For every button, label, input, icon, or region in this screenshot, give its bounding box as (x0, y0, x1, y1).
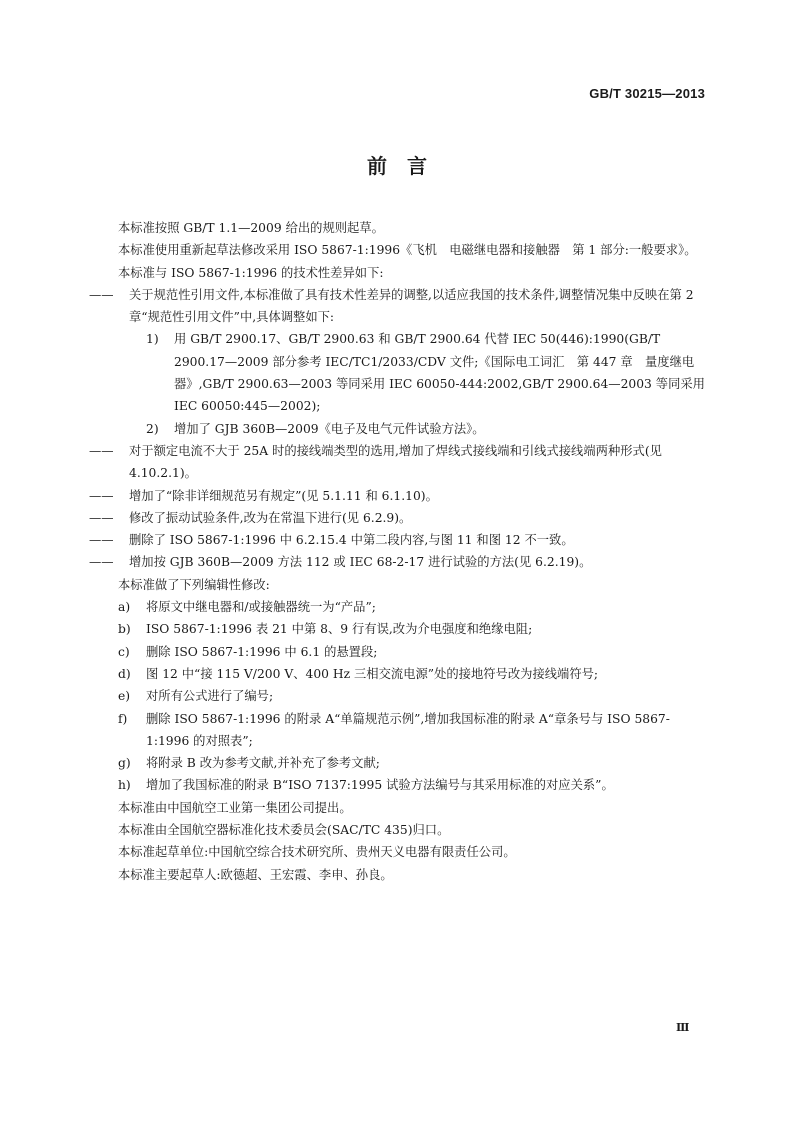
dash-mark: —— (89, 533, 114, 548)
list-item-text: 对所有公式进行了编号; (146, 689, 274, 704)
sub-item-text: 增加了 GJB 360B—2009《电子及电气元件试验方法》。 (174, 421, 485, 436)
dash-item-text: 增加按 GJB 360B—2009 方法 112 或 IEC 68-2-17 进行试验的方法(见 6.2.19)。 (129, 555, 592, 570)
dash-mark: —— (89, 443, 114, 458)
page-number: Ⅲ (676, 1021, 689, 1034)
list-item-label: f) (118, 711, 128, 726)
dash-item (89, 507, 705, 529)
paragraph: 本标准主要起草人:欧德超、王宏霞、李申、孙良。 (118, 867, 393, 882)
paragraph: 本标准按照 GB/T 1.1—2009 给出的规则起草。 (118, 221, 384, 235)
list-item (89, 752, 705, 774)
sub-item-text: 用 GB/T 2900.17、GB/T 2900.63 和 GB/T 2900.64 代替 IEC 50(446):1990(GB/T 2900.17—2009 部分参考 IEC/TC1/2033/CDV 文件;《国际电工词汇 第 447 章 量度继电器》,GB/T 2900.63—2003 等同采用 IEC 60050-444:2002,GB/T 2900.64—2003 等同采用 IEC 60050:445—2002); (174, 332, 705, 414)
dash-mark: —— (89, 555, 114, 570)
dash-item (89, 440, 705, 485)
list-item-label: c) (118, 644, 130, 659)
list-item (89, 774, 705, 796)
paragraph: 本标准使用重新起草法修改采用 ISO 5867-1:1996《飞机 电磁继电器和接触器 第 1 部分:一般要求》。 (118, 243, 697, 258)
dash-item (89, 551, 705, 573)
list-item-text: ISO 5867-1:1996 表 21 中第 8、9 行有误,改为介电强度和绝缘电阻; (146, 622, 533, 637)
list-item-label: d) (118, 666, 131, 681)
list-item-label: e) (118, 689, 131, 704)
dash-mark: —— (89, 510, 114, 525)
dash-item-text: 修改了振动试验条件,改为在常温下进行(见 6.2.9)。 (129, 510, 412, 525)
list-item-text: 将原文中继电器和/或接触器统一为“产品”; (146, 600, 376, 615)
list-item (89, 685, 705, 707)
page-title: 前 言 (367, 154, 427, 178)
list-item-text: 删除 ISO 5867-1:1996 中 6.1 的悬置段; (146, 644, 378, 659)
list-item-label: a) (118, 600, 131, 615)
dash-item (89, 284, 705, 329)
list-item (89, 618, 705, 640)
list-item-label: g) (118, 756, 131, 771)
list-item-text: 图 12 中“接 115 V/200 V、400 Hz 三相交流电源”处的接地符号改为接线端符号; (146, 666, 599, 681)
dash-mark: —— (89, 287, 114, 302)
paragraph: 本标准起草单位:中国航空综合技术研究所、贵州天义电器有限责任公司。 (118, 845, 516, 860)
list-item-label: h) (118, 778, 131, 793)
paragraph: 本标准做了下列编辑性修改: (118, 577, 270, 592)
dash-item-text: 关于规范性引用文件,本标准做了具有技术性差异的调整,以适应我国的技术条件,调整情况集中反映在第 2 章“规范性引用文件”中,具体调整如下: (129, 287, 694, 325)
sub-item (89, 418, 705, 440)
list-item (89, 708, 705, 753)
sub-item-number: 1) (146, 332, 159, 347)
paragraph: 本标准由全国航空器标准化技术委员会(SAC/TC 435)归口。 (118, 823, 450, 838)
sub-item (89, 328, 705, 417)
sub-item-number: 2) (146, 421, 159, 436)
foreword-body (89, 217, 705, 886)
dash-item-text: 删除了 ISO 5867-1:1996 中 6.2.15.4 中第二段内容,与图 11 和图 12 不一致。 (129, 533, 574, 548)
list-item-text: 将附录 B 改为参考文献,并补充了参考文献; (146, 756, 380, 771)
standard-number: GB/T 30215—2013 (589, 86, 705, 101)
paragraph: 本标准与 ISO 5867-1:1996 的技术性差异如下: (118, 265, 384, 280)
list-item (89, 663, 705, 685)
list-item-label: b) (118, 622, 131, 637)
dash-item (89, 485, 705, 507)
list-item (89, 641, 705, 663)
dash-item-text: 对于额定电流不大于 25A 时的接线端类型的选用,增加了焊线式接线端和引线式接线端两种形式(见 4.10.2.1)。 (129, 443, 662, 481)
paragraph: 本标准由中国航空工业第一集团公司提出。 (118, 800, 352, 815)
list-item-text: 增加了我国标准的附录 B“ISO 7137:1995 试验方法编号与其采用标准的对应关系”。 (146, 778, 614, 793)
dash-item-text: 增加了“除非详细规范另有规定”(见 5.1.11 和 6.1.10)。 (129, 488, 438, 503)
dash-item (89, 529, 705, 551)
dash-mark: —— (89, 488, 114, 503)
list-item (89, 596, 705, 618)
list-item-text: 删除 ISO 5867-1:1996 的附录 A“单篇规范示例”,增加我国标准的附录 A“章条号与 ISO 5867-1:1996 的对照表”; (146, 711, 670, 748)
